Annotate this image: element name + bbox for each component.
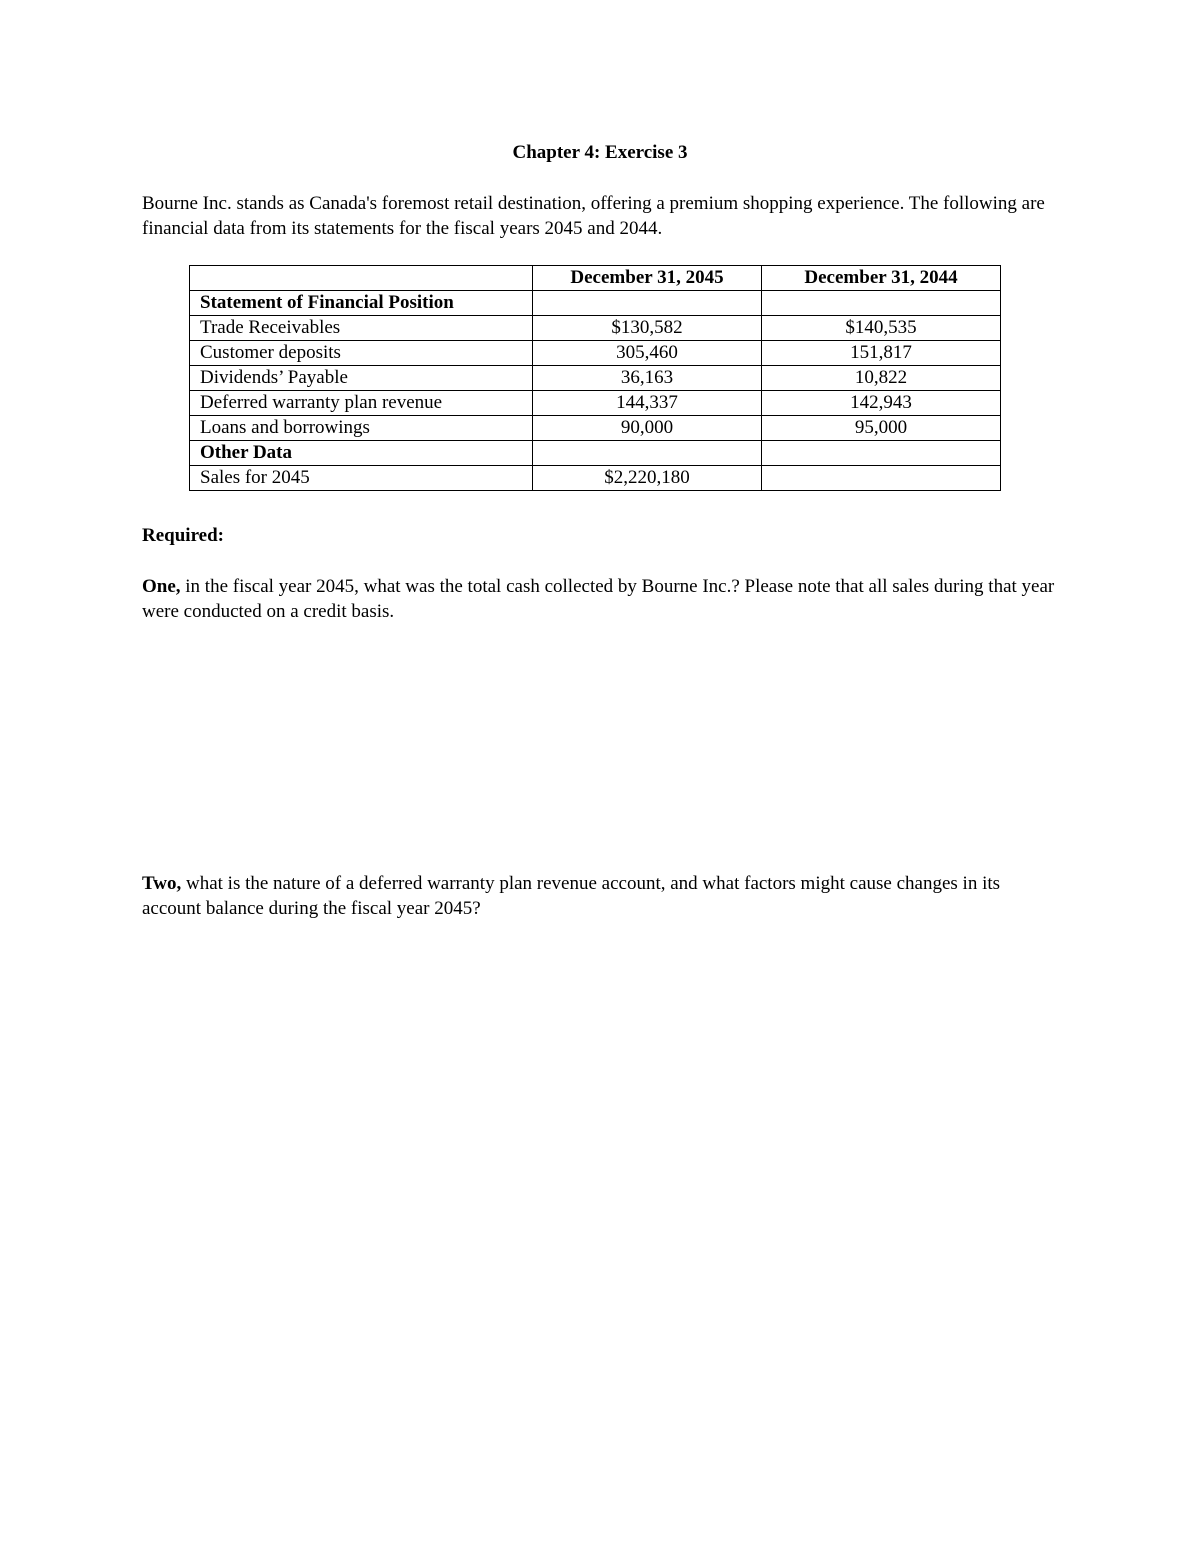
section-row [190, 291, 1001, 316]
value-2044: 95,000 [762, 416, 1001, 441]
value-2044: 142,943 [762, 391, 1001, 416]
table-header-row [190, 266, 1001, 291]
value-2045: 90,000 [533, 416, 762, 441]
table-row [190, 366, 1001, 391]
section-label: Statement of Financial Position [190, 291, 533, 316]
empty-cell [533, 441, 762, 466]
financial-data-table [189, 265, 1001, 491]
table-row [190, 391, 1001, 416]
table-row [190, 341, 1001, 366]
section-row [190, 441, 1001, 466]
question-one-lead: One, [142, 576, 181, 597]
question-two [142, 871, 1057, 921]
empty-cell [762, 441, 1001, 466]
question-one [142, 574, 1057, 624]
value-2044 [762, 466, 1001, 491]
row-label: Trade Receivables [190, 316, 533, 341]
value-2045: 305,460 [533, 341, 762, 366]
value-2044: 10,822 [762, 366, 1001, 391]
empty-cell [762, 291, 1001, 316]
value-2045: 144,337 [533, 391, 762, 416]
value-2044: $140,535 [762, 316, 1001, 341]
row-label: Sales for 2045 [190, 466, 533, 491]
value-2045: $2,220,180 [533, 466, 762, 491]
value-2045: $130,582 [533, 316, 762, 341]
page-title: Chapter 4: Exercise 3 [512, 142, 688, 163]
row-label: Customer deposits [190, 341, 533, 366]
question-two-text: what is the nature of a deferred warranty plan revenue account, and what factors might cause changes in its account balance during the fiscal year 2045? [142, 873, 1001, 919]
value-2044: 151,817 [762, 341, 1001, 366]
value-2045: 36,163 [533, 366, 762, 391]
header-2045: December 31, 2045 [533, 266, 762, 291]
row-label: Loans and borrowings [190, 416, 533, 441]
section-label: Other Data [190, 441, 533, 466]
table-row [190, 416, 1001, 441]
header-label-cell [190, 266, 533, 291]
required-heading: Required: [142, 525, 224, 546]
empty-cell [533, 291, 762, 316]
header-2044: December 31, 2044 [762, 266, 1001, 291]
table-row [190, 316, 1001, 341]
row-label: Dividends’ Payable [190, 366, 533, 391]
table-row [190, 466, 1001, 491]
row-label: Deferred warranty plan revenue [190, 391, 533, 416]
question-one-text: in the fiscal year 2045, what was the total cash collected by Bourne Inc.? Please note that all sales during that year were conducted on a credit basis. [142, 576, 1055, 622]
question-two-lead: Two, [142, 873, 182, 894]
intro-paragraph: Bourne Inc. stands as Canada's foremost retail destination, offering a premium shopping experience. The following are financial data from its statements for the fiscal years 2045 and 2044. [142, 193, 1045, 239]
